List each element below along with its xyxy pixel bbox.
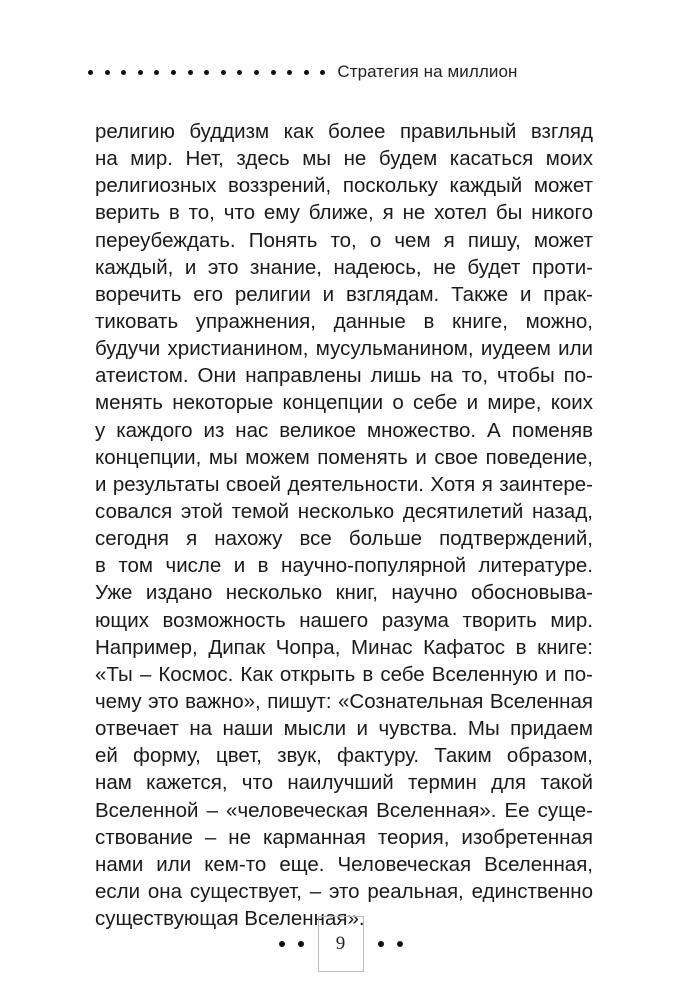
- text-line: если она существует, – это реальная, единственно: [95, 879, 593, 903]
- dot-icon: [237, 70, 242, 75]
- text-line: менять некоторые концепции о себе и мире, коих: [95, 391, 593, 415]
- text-line: переубеждать. Понять то, о чем я пишу, может: [95, 228, 593, 252]
- text-line: Уже издано несколько книг, научно обосновыва-: [95, 581, 593, 605]
- dot-icon: [171, 70, 176, 75]
- book-title: Стратегия на миллион: [337, 62, 518, 81]
- text-line: ствование – не карманная теория, изобретенная: [95, 825, 593, 849]
- dot-icon: [254, 70, 259, 75]
- text-line: атеистом. Они направлены лишь на то, чтобы по-: [95, 364, 593, 388]
- dot-icon: [221, 70, 226, 75]
- text-line: религию буддизм как более правильный взгляд: [95, 120, 593, 143]
- footer-dots-right: [378, 941, 403, 947]
- dot-icon: [287, 70, 292, 75]
- header-dot-leader: [88, 70, 325, 75]
- text-line: Например, Дипак Чопра, Минас Кафатос в книге:: [95, 635, 593, 659]
- footer-dots-left: [279, 941, 304, 947]
- text-line: будучи христианином, мусульманином, иудеем или: [95, 337, 593, 361]
- dot-icon: [204, 70, 209, 75]
- text-line: существующая Вселенная».: [95, 907, 365, 931]
- body-text: [95, 118, 593, 932]
- text-line: ей форму, цвет, звук, фактуру. Таким образом,: [95, 744, 593, 768]
- text-line: нами или кем-то еще. Человеческая Вселенная,: [95, 852, 593, 876]
- dot-icon: [397, 941, 403, 947]
- dot-icon: [138, 70, 143, 75]
- text-line: ющих возможность нашего разума творить мир.: [95, 608, 593, 632]
- text-line: религиозных воззрений, поскольку каждый может: [95, 174, 593, 198]
- running-header: [88, 62, 608, 82]
- dot-icon: [154, 70, 159, 75]
- dot-icon: [121, 70, 126, 75]
- text-line: «Ты – Космос. Как открыть в себе Вселенную и по-: [95, 662, 593, 686]
- text-line: тиковать упражнения, данные в книге, можно,: [95, 309, 593, 333]
- dot-icon: [105, 70, 110, 75]
- text-line: Вселенной – «человеческая Вселенная». Ее суще-: [95, 798, 593, 822]
- text-line: отвечает на наши мысли и чувства. Мы придаем: [95, 717, 593, 741]
- text-line: концепции, мы можем поменять и свое поведение,: [95, 445, 593, 469]
- text-line: в том числе и в научно-популярной литературе.: [95, 554, 593, 578]
- text-line: воречить его религии и взглядам. Также и прак-: [95, 282, 593, 306]
- dot-icon: [271, 70, 276, 75]
- dot-icon: [88, 70, 93, 75]
- text-line: сегодня я нахожу все больше подтверждений,: [95, 527, 593, 551]
- text-line: каждый, и это знание, надеюсь, не будет проти-: [95, 255, 593, 279]
- text-line: нам кажется, что наилучший термин для такой: [95, 771, 593, 795]
- text-line: на мир. Нет, здесь мы не будем касаться моих: [95, 147, 593, 171]
- dot-icon: [298, 941, 304, 947]
- text-line: у каждого из нас великое множество. А поменяв: [95, 418, 593, 442]
- text-line: и результаты своей деятельности. Хотя я заинтере-: [95, 472, 593, 496]
- dot-icon: [378, 941, 384, 947]
- dot-icon: [188, 70, 193, 75]
- text-line: совался этой темой несколько десятилетий назад,: [95, 499, 593, 523]
- dot-icon: [279, 941, 285, 947]
- text-line: чему это важно», пишут: «Сознательная Вселенная: [95, 689, 593, 713]
- page-footer: [0, 915, 681, 973]
- dot-icon: [320, 70, 325, 75]
- page-number: 9: [318, 916, 364, 972]
- dot-icon: [304, 70, 309, 75]
- text-line: верить в то, что ему ближе, я не хотел бы никого: [95, 201, 593, 225]
